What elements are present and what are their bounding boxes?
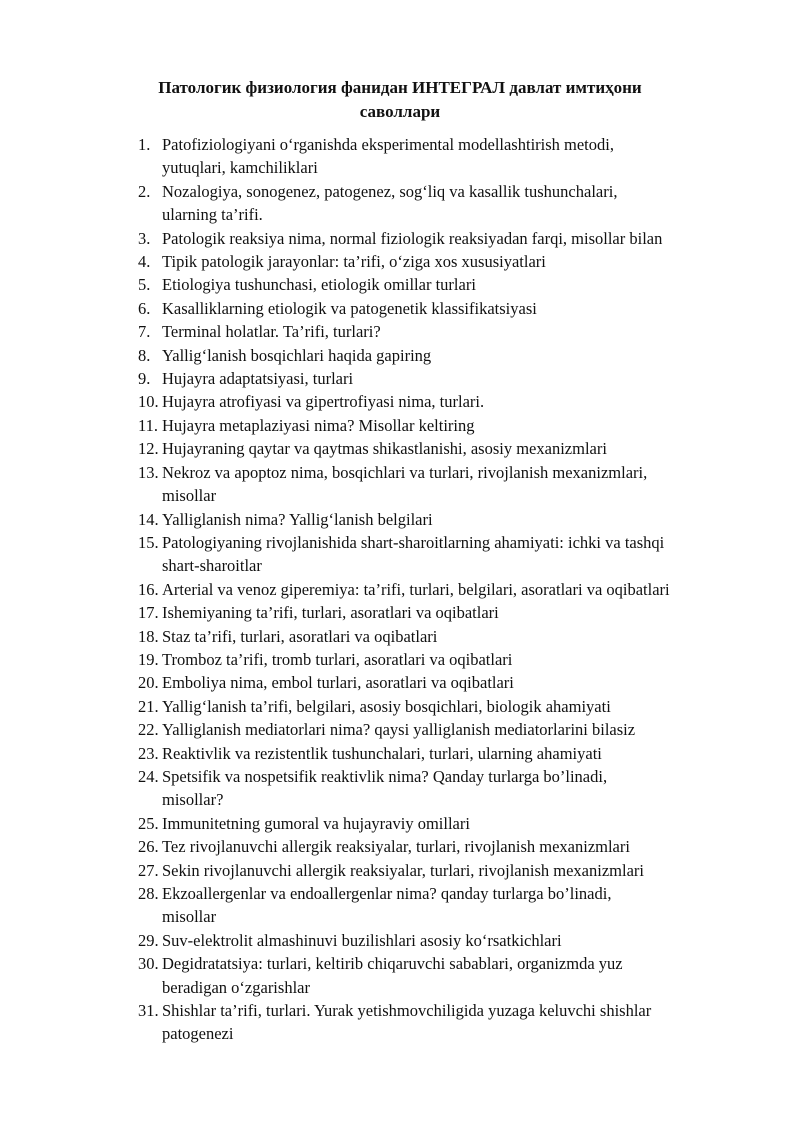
list-item bbox=[138, 882, 753, 929]
question-text: Yalliglanish nima? Yallig‘lanish belgilari bbox=[162, 509, 433, 529]
list-item bbox=[138, 297, 753, 320]
question-number: 19. bbox=[138, 649, 159, 669]
question-number: 4. bbox=[138, 252, 151, 272]
question-text: Hujayra metaplaziyasi nima? Misollar keltiring bbox=[162, 415, 475, 435]
list-item bbox=[138, 320, 753, 343]
question-number: 3. bbox=[138, 228, 151, 248]
list-item bbox=[138, 390, 753, 413]
list-item bbox=[138, 952, 753, 999]
question-number: 1. bbox=[138, 135, 151, 154]
list-item bbox=[138, 671, 753, 694]
question-list bbox=[138, 133, 753, 1046]
list-item bbox=[138, 929, 753, 952]
list-item bbox=[138, 695, 753, 718]
question-number: 12. bbox=[138, 439, 159, 459]
question-text: Patologik reaksiya nima, normal fiziologik reaksiyadan farqi, misollar bilan bbox=[162, 228, 663, 248]
question-text: Ishemiyaning ta’rifi, turlari, asoratlari va oqibatlari bbox=[162, 603, 499, 623]
list-item bbox=[138, 227, 753, 250]
question-text: Degidratatsiya: turlari, keltirib chiqaruvchi sabablari, organizmda yuz beradigan o‘zgarishlar bbox=[162, 954, 623, 997]
question-number: 30. bbox=[138, 954, 159, 974]
question-number: 10. bbox=[138, 392, 159, 412]
question-text: Emboliya nima, embol turlari, asoratlari va oqibatlari bbox=[162, 673, 514, 693]
list-item bbox=[138, 578, 753, 601]
question-text: Ekzoallergenlar va endoallergenlar nima? qanday turlarga bo’linadi, misollar bbox=[162, 884, 612, 927]
question-text: Tez rivojlanuvchi allergik reaksiyalar, turlari, rivojlanish mexanizmlari bbox=[162, 837, 630, 857]
question-text: Tipik patologik jarayonlar: ta’rifi, o‘ziga xos xususiyatlari bbox=[162, 252, 546, 272]
question-text: Patofiziologiyani o‘rganishda eksperimental modellashtirish metodi, yutuqlari, kamchiliklari bbox=[162, 135, 614, 178]
list-item bbox=[138, 250, 753, 273]
question-text: Staz ta’rifi, turlari, asoratlari va oqibatlari bbox=[162, 626, 438, 646]
question-text: Yallig‘lanish ta’rifi, belgilari, asosiy bosqichlari, biologik ahamiyati bbox=[162, 696, 611, 716]
question-text: Hujayra atrofiyasi va gipertrofiyasi nima, turlari. bbox=[162, 392, 485, 412]
question-text: Nekroz va apoptoz nima, bosqichlari va turlari, rivojlanish mexanizmlari, misollar bbox=[162, 462, 648, 506]
question-text: Terminal holatlar. Ta’rifi, turlari? bbox=[162, 322, 381, 342]
question-text: Nozalogiya, sonogenez, patogenez, sog‘liq va kasallik tushunchalari, ularning ta’rifi. bbox=[162, 181, 618, 225]
question-number: 13. bbox=[138, 462, 159, 482]
question-number: 7. bbox=[138, 322, 151, 342]
question-number: 11. bbox=[138, 415, 159, 435]
list-item bbox=[138, 765, 753, 812]
list-item bbox=[138, 859, 753, 882]
list-item bbox=[138, 648, 753, 671]
list-item bbox=[138, 437, 753, 460]
question-number: 21. bbox=[138, 696, 159, 716]
question-text: Sekin rivojlanuvchi allergik reaksiyalar, turlari, rivojlanish mexanizmlari bbox=[162, 860, 644, 880]
question-number: 22. bbox=[138, 720, 159, 740]
list-item bbox=[138, 273, 753, 296]
question-text: Yallig‘lanish bosqichlari haqida gapiring bbox=[162, 345, 432, 365]
question-text: Spetsifik va nospetsifik reaktivlik nima? Qanday turlarga bo’linadi, misollar? bbox=[162, 766, 608, 810]
list-item bbox=[138, 180, 753, 227]
list-item bbox=[138, 742, 753, 765]
question-text: Hujayra adaptatsiyasi, turlari bbox=[162, 369, 354, 389]
question-number: 29. bbox=[138, 930, 159, 950]
list-item bbox=[138, 601, 753, 624]
list-item bbox=[138, 835, 753, 858]
question-number: 6. bbox=[138, 298, 151, 318]
list-item bbox=[138, 999, 753, 1046]
question-text: Yalliglanish mediatorlari nima? qaysi yalliglanish mediatorlarini bilasiz bbox=[162, 720, 636, 740]
question-number: 24. bbox=[138, 766, 159, 786]
list-item bbox=[138, 461, 753, 508]
question-number: 9. bbox=[138, 369, 151, 389]
question-number: 28. bbox=[138, 884, 159, 903]
question-number: 25. bbox=[138, 813, 159, 833]
question-text: Hujayraning qaytar va qaytmas shikastlanishi, asosiy mexanizmlari bbox=[162, 439, 607, 459]
list-item bbox=[138, 625, 753, 648]
question-number: 27. bbox=[138, 860, 159, 880]
question-number: 14. bbox=[138, 509, 159, 529]
list-item bbox=[138, 414, 753, 437]
question-number: 5. bbox=[138, 275, 151, 295]
list-item bbox=[138, 508, 753, 531]
list-item bbox=[138, 344, 753, 367]
question-text: Etiologiya tushunchasi, etiologik omillar turlari bbox=[162, 275, 476, 295]
list-item bbox=[138, 718, 753, 741]
question-number: 17. bbox=[138, 603, 159, 623]
list-item bbox=[138, 531, 753, 578]
question-text: Reaktivlik va rezistentlik tushunchalari, turlari, ularning ahamiyati bbox=[162, 743, 602, 763]
question-number: 2. bbox=[138, 181, 151, 201]
question-number: 26. bbox=[138, 837, 159, 857]
list-item bbox=[138, 367, 753, 390]
question-number: 8. bbox=[138, 345, 151, 365]
question-number: 23. bbox=[138, 743, 159, 763]
question-text: Shishlar ta’rifi, turlari. Yurak yetishmovchiligida yuzaga keluvchi shishlar patogenezi bbox=[162, 1001, 652, 1044]
question-text: Patologiyaning rivojlanishida shart-sharoitlarning ahamiyati: ichki va tashqi shart-sharoitlar bbox=[162, 532, 665, 576]
question-text: Arterial va venoz giperemiya: ta’rifi, turlari, belgilari, asoratlari va oqibatlari bbox=[162, 579, 670, 599]
document-title: Патологик физиология фанидан ИНТЕГРАЛ давлат имтиҳони саволлари bbox=[158, 78, 642, 121]
question-text: Tromboz ta’rifi, tromb turlari, asoratlari va oqibatlari bbox=[162, 649, 513, 669]
question-number: 16. bbox=[138, 579, 159, 599]
question-text: Kasalliklarning etiologik va patogenetik klassifikatsiyasi bbox=[162, 298, 537, 318]
question-number: 20. bbox=[138, 673, 159, 693]
list-item bbox=[138, 812, 753, 835]
question-number: 18. bbox=[138, 626, 159, 646]
question-text: Suv-elektrolit almashinuvi buzilishlari asosiy ko‘rsatkichlari bbox=[162, 930, 562, 950]
list-item bbox=[138, 133, 753, 180]
question-number: 31. bbox=[138, 1001, 159, 1021]
question-number: 15. bbox=[138, 532, 159, 552]
question-text: Immunitetning gumoral va hujayraviy omillari bbox=[162, 813, 470, 833]
